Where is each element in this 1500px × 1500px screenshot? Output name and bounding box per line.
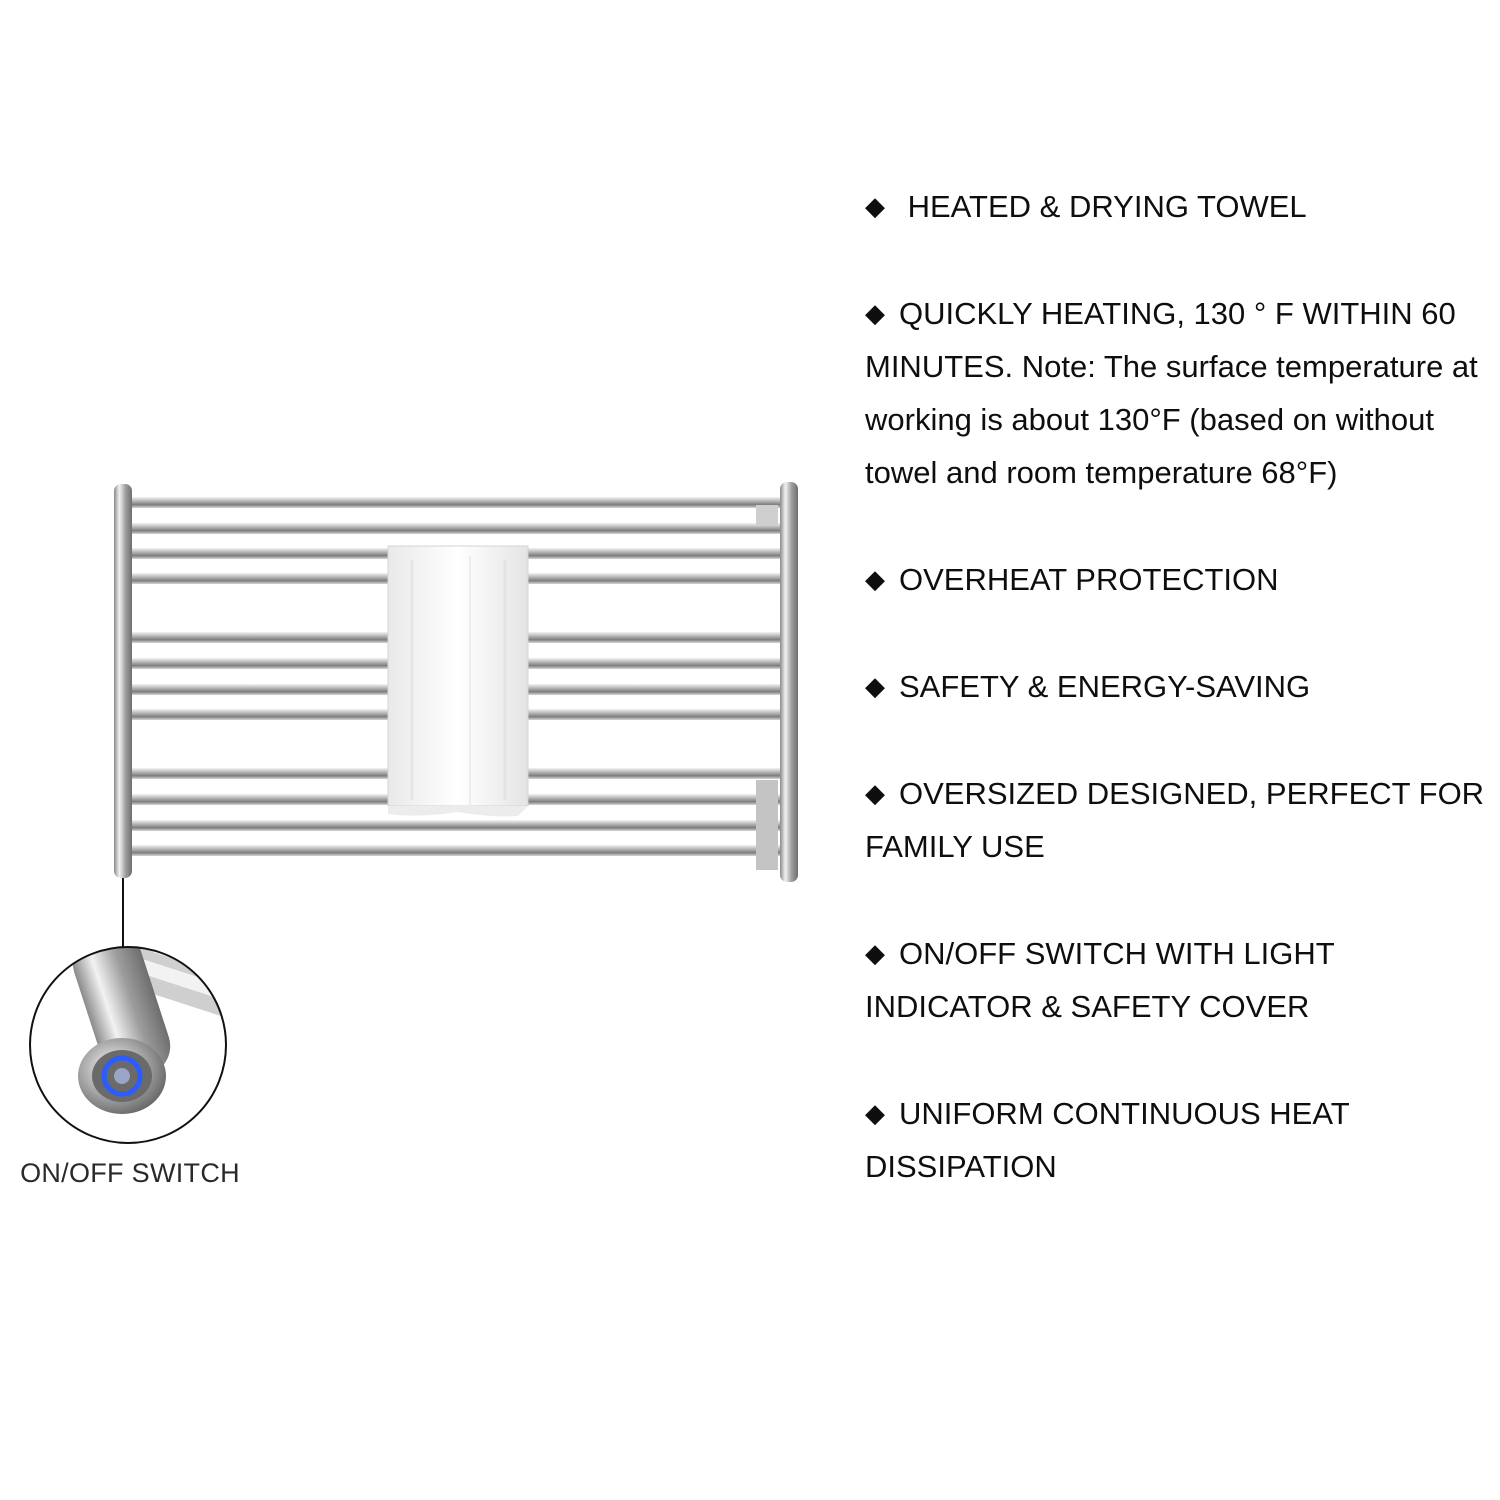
diamond-bullet-icon: ◆ <box>865 778 885 808</box>
diamond-bullet-icon: ◆ <box>865 938 885 968</box>
diamond-bullet-icon: ◆ <box>865 564 885 594</box>
rack-rail <box>124 523 788 534</box>
wall-bracket <box>756 780 778 870</box>
feature-text: ON/OFF SWITCH WITH LIGHT INDICATOR & SAFETY COVER <box>865 936 1335 1024</box>
rack-rail <box>124 497 788 508</box>
feature-item <box>865 287 1485 499</box>
feature-item <box>865 180 1485 233</box>
feature-item <box>865 927 1485 1033</box>
feature-list <box>865 180 1485 1193</box>
feature-text: OVERHEAT PROTECTION <box>899 562 1279 597</box>
feature-text: OVERSIZED DESIGNED, PERFECT FOR FAMILY USE <box>865 776 1485 864</box>
feature-text: HEATED & DRYING TOWEL <box>899 189 1307 224</box>
feature-text: UNIFORM CONTINUOUS HEAT DISSIPATION <box>865 1096 1350 1184</box>
feature-text: SAFETY & ENERGY-SAVING <box>899 669 1311 704</box>
wall-bracket <box>756 505 778 525</box>
rack-rail <box>124 820 788 831</box>
feature-item <box>865 767 1485 873</box>
diamond-bullet-icon: ◆ <box>865 1098 885 1128</box>
feature-item <box>865 660 1485 713</box>
diamond-bullet-icon: ◆ <box>865 298 885 328</box>
diamond-bullet-icon: ◆ <box>865 191 885 221</box>
towel <box>388 546 528 817</box>
switch-zoom-circle <box>30 923 263 1143</box>
switch-caption: ON/OFF SWITCH <box>20 1158 240 1188</box>
feature-item <box>865 1087 1485 1193</box>
right-post <box>780 482 798 882</box>
feature-text: QUICKLY HEATING, 130 ° F WITHIN 60 MINUTES. Note: The surface temperature at working is about 130°F (based on without towel and room temperature 68°F) <box>865 296 1478 490</box>
rack-rail <box>124 845 788 856</box>
feature-item <box>865 553 1485 606</box>
left-post <box>114 484 132 878</box>
diamond-bullet-icon: ◆ <box>865 671 885 701</box>
